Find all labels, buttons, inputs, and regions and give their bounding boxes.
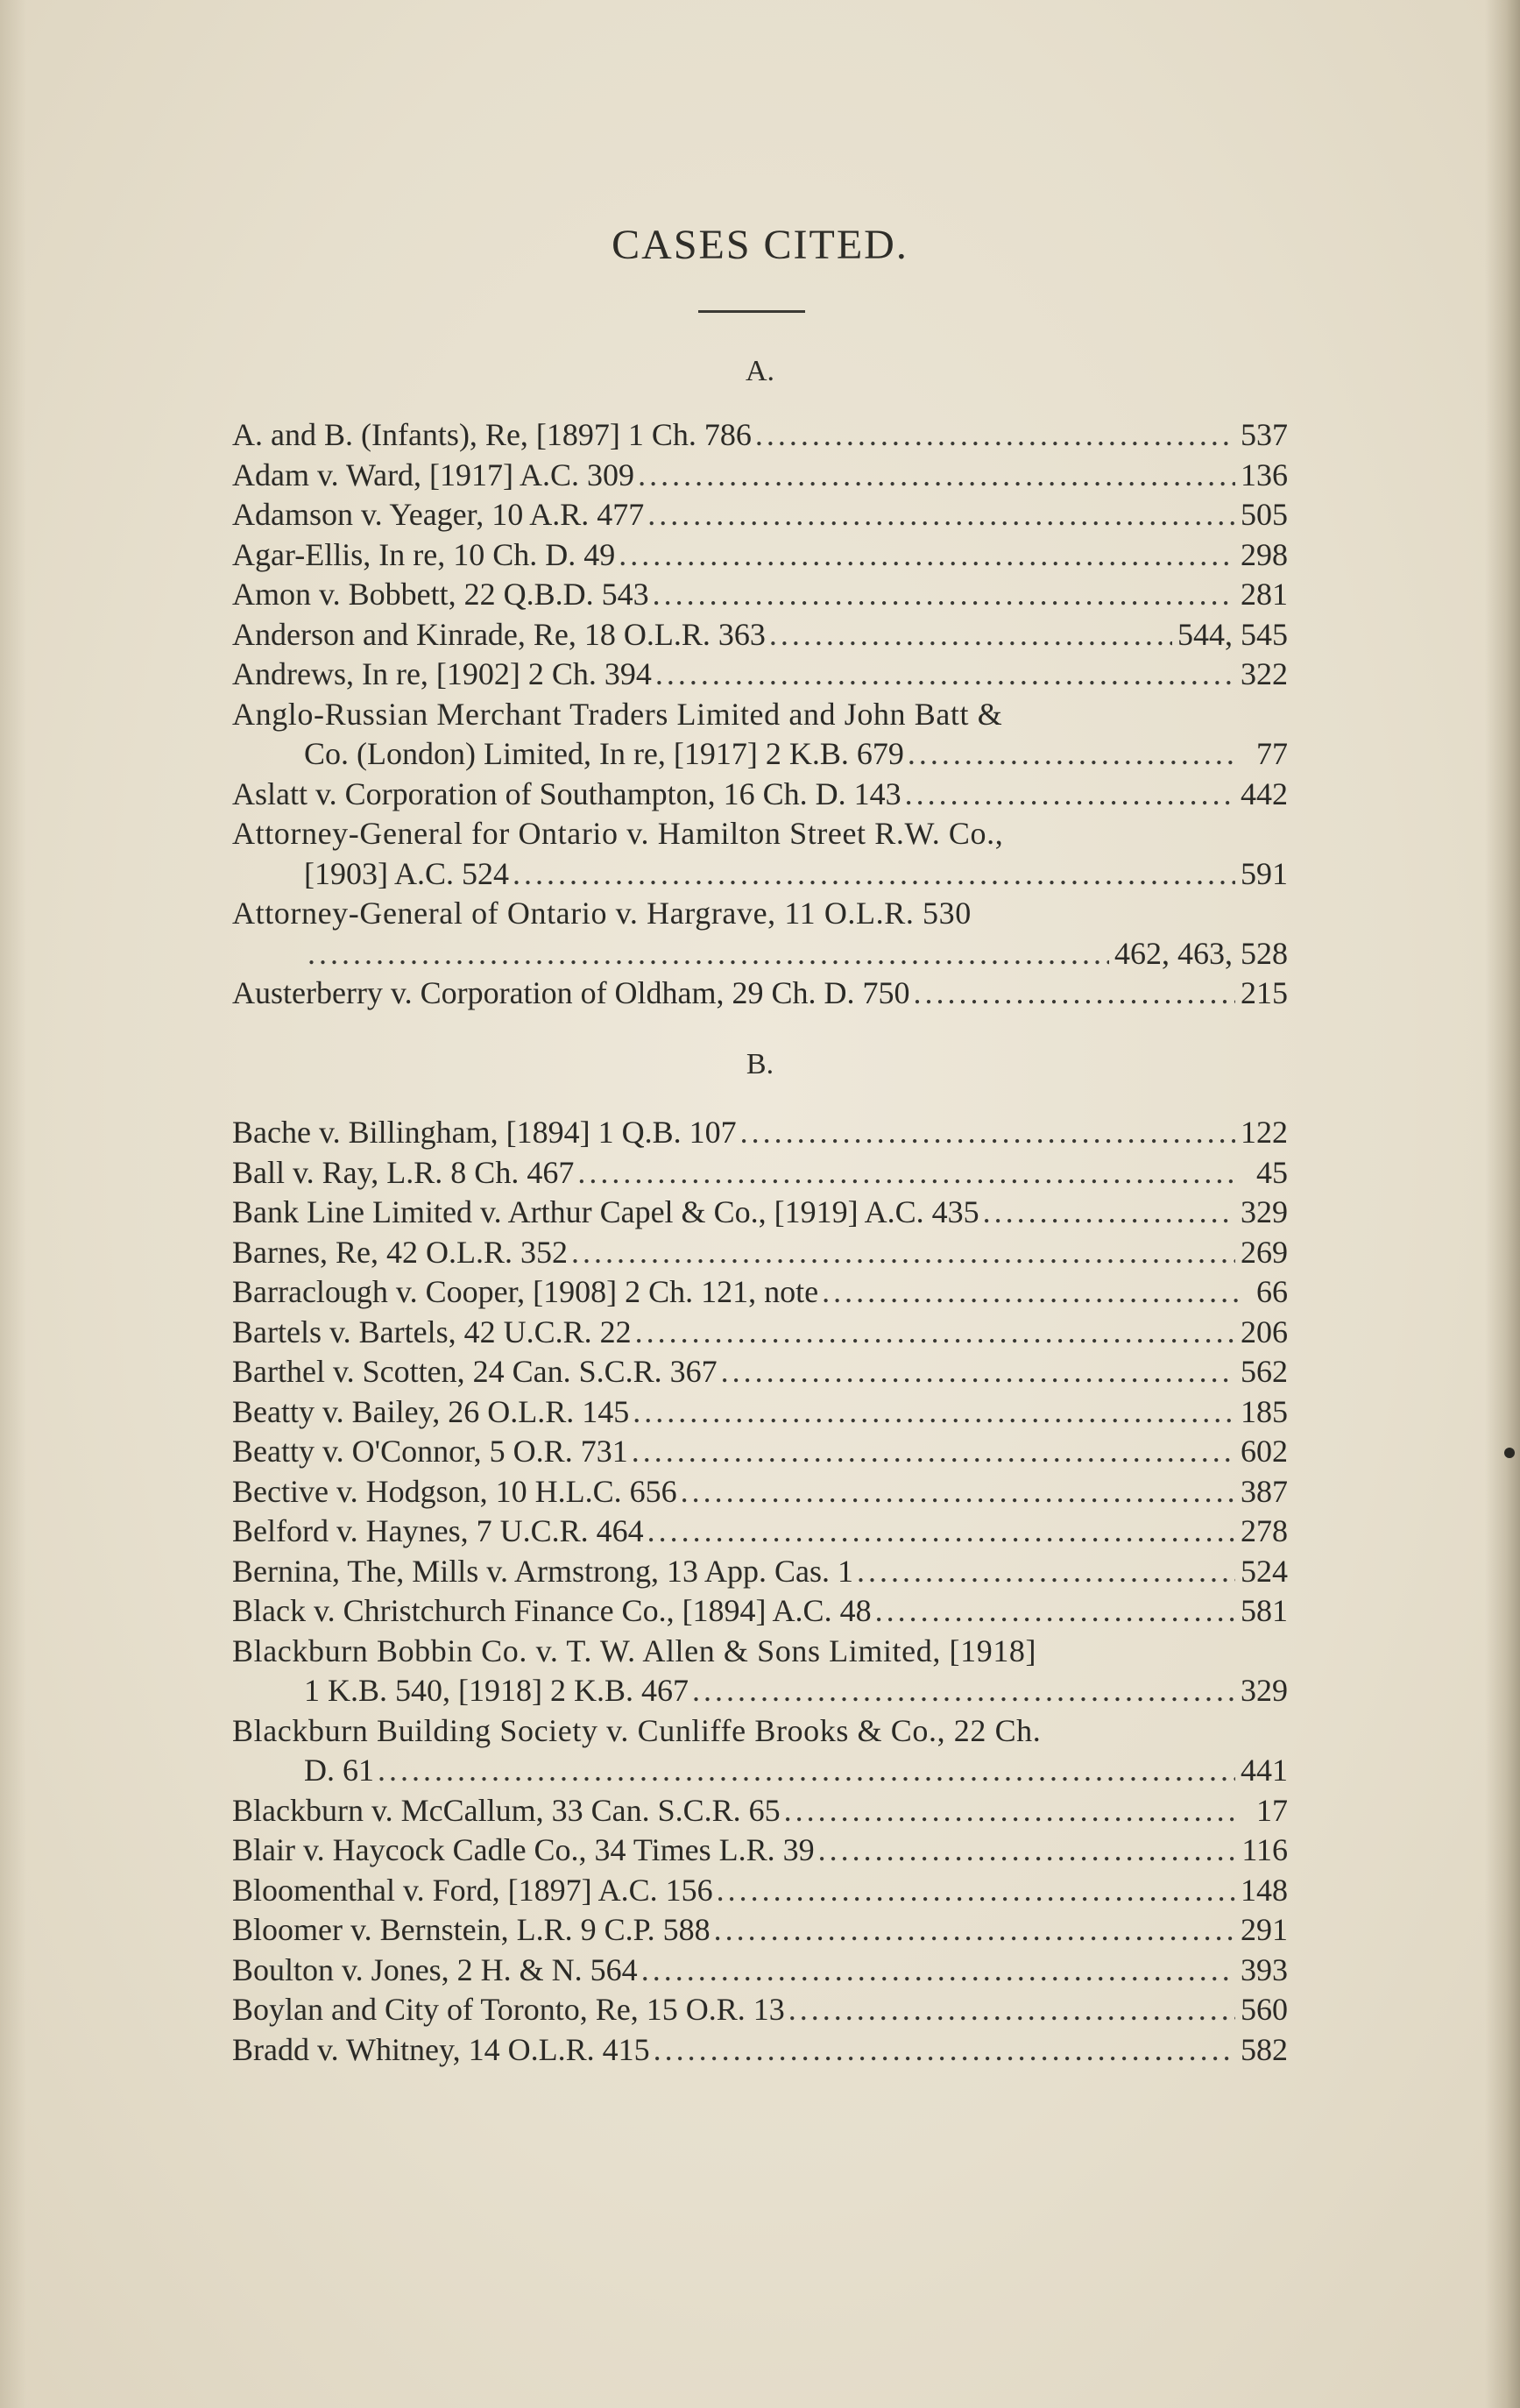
- page-reference: 602: [1241, 1434, 1288, 1469]
- case-citation-text: Barthel v. Scotten, 24 Can. S.C.R. 367: [232, 1354, 718, 1389]
- dot-leader: [721, 1352, 1235, 1392]
- case-entry: [232, 775, 1288, 815]
- dot-leader: [378, 1751, 1235, 1791]
- case-citation-text: Bective v. Hodgson, 10 H.L.C. 656: [232, 1473, 677, 1509]
- dot-leader: [905, 775, 1235, 815]
- case-entry-line: [232, 974, 1288, 1014]
- dot-leader: [633, 1392, 1235, 1433]
- case-citation-text: 1 K.B. 540, [1918] 2 K.B. 467: [304, 1673, 689, 1708]
- case-citation-text: A. and B. (Infants), Re, [1897] 1 Ch. 786: [232, 417, 752, 452]
- section-letter-b: B.: [746, 1048, 774, 1080]
- page-reference: 298: [1241, 536, 1288, 572]
- page-reference: 77: [1256, 736, 1288, 771]
- case-entry-line: [232, 1632, 1288, 1672]
- page-reference: 17: [1256, 1792, 1288, 1828]
- case-entry: [232, 415, 1288, 456]
- dot-leader: [655, 655, 1235, 695]
- page-reference: 278: [1241, 1513, 1288, 1548]
- case-citation-text: Beatty v. Bailey, 26 O.L.R. 145: [232, 1393, 630, 1429]
- case-citation-text: Ball v. Ray, L.R. 8 Ch. 467: [232, 1154, 575, 1190]
- page-reference: 442: [1241, 776, 1288, 811]
- case-entry-line: [232, 495, 1288, 535]
- case-entry-line: [232, 655, 1288, 695]
- case-entry: [232, 1791, 1288, 1831]
- case-citation-text: D. 61: [304, 1753, 374, 1788]
- dot-leader: [875, 1591, 1235, 1632]
- case-entry: [232, 456, 1288, 496]
- case-citation-text: Bank Line Limited v. Arthur Capel & Co., [1919] A.C. 435: [232, 1194, 979, 1229]
- case-entry: [232, 615, 1288, 655]
- case-entry-line: [232, 1233, 1288, 1273]
- case-entry-line: [232, 734, 1288, 775]
- case-citation-text: [1903] A.C. 524: [304, 855, 509, 891]
- case-entry: [232, 1512, 1288, 1552]
- case-entry-line: [232, 1751, 1288, 1791]
- page-reference: 136: [1241, 457, 1288, 492]
- dot-leader: [692, 1671, 1235, 1711]
- dot-leader: [784, 1791, 1239, 1831]
- page-reference: 581: [1241, 1593, 1288, 1628]
- case-entry: [232, 1432, 1288, 1472]
- dot-leader: [619, 535, 1235, 576]
- case-entry-line: [232, 934, 1288, 974]
- case-entry-line: [232, 535, 1288, 576]
- case-entry: [232, 974, 1288, 1014]
- case-entry-line: [232, 854, 1288, 895]
- page-reference: 45: [1256, 1154, 1288, 1190]
- page-reference: 281: [1241, 577, 1288, 612]
- page-reference: 322: [1241, 656, 1288, 691]
- case-entry-line: [232, 1512, 1288, 1552]
- case-citation-text: Bloomer v. Bernstein, L.R. 9 C.P. 588: [232, 1912, 711, 1947]
- case-entry: [232, 1153, 1288, 1193]
- case-citation-text: Blackburn Building Society v. Cunliffe Brooks & Co., 22 Ch.: [232, 1712, 1042, 1748]
- dot-leader: [635, 1313, 1235, 1353]
- case-entry-line: [232, 1552, 1288, 1592]
- case-entry-line: [232, 1313, 1288, 1353]
- dot-leader: [681, 1472, 1235, 1512]
- case-entry: [232, 2030, 1288, 2071]
- section-a-entries: [232, 415, 1288, 1014]
- case-citation-text: Beatty v. O'Connor, 5 O.R. 731: [232, 1434, 628, 1469]
- dot-leader: [822, 1272, 1239, 1313]
- case-citation-text: Co. (London) Limited, In re, [1917] 2 K.B. 679: [304, 736, 904, 771]
- case-entry-line: [232, 1951, 1288, 1991]
- case-entry: [232, 814, 1288, 894]
- dot-leader: [647, 495, 1235, 535]
- page-reference: 329: [1241, 1673, 1288, 1708]
- dot-leader: [717, 1871, 1235, 1911]
- case-entry: [232, 1272, 1288, 1313]
- dot-leader: [857, 1552, 1235, 1592]
- case-entry: [232, 1871, 1288, 1911]
- page-reference: 122: [1241, 1115, 1288, 1150]
- page-reference: 393: [1241, 1951, 1288, 1987]
- case-entry: [232, 1113, 1288, 1153]
- dot-leader: [653, 575, 1235, 615]
- case-citation-text: Blackburn v. McCallum, 33 Can. S.C.R. 65: [232, 1792, 781, 1828]
- case-citation-text: Barnes, Re, 42 O.L.R. 352: [232, 1234, 568, 1270]
- case-entry-line: [232, 1153, 1288, 1193]
- page-reference: 291: [1241, 1912, 1288, 1947]
- dot-leader: [308, 934, 1109, 974]
- page-reference: 524: [1241, 1553, 1288, 1589]
- case-entry: [232, 1552, 1288, 1592]
- case-entry-line: [232, 1711, 1288, 1752]
- dot-leader: [914, 974, 1235, 1014]
- title-rule: [698, 310, 805, 313]
- section-b-entries: [232, 1113, 1288, 2070]
- case-entry-line: [232, 814, 1288, 854]
- case-entry: [232, 575, 1288, 615]
- page-reference: 582: [1241, 2031, 1288, 2067]
- case-citation-text: Boulton v. Jones, 2 H. & N. 564: [232, 1951, 638, 1987]
- case-entry-line: [232, 2030, 1288, 2071]
- case-entry: [232, 535, 1288, 576]
- dot-leader: [908, 734, 1239, 775]
- page-reference: 66: [1256, 1274, 1288, 1309]
- case-entry: [232, 1910, 1288, 1951]
- page-reference: 544, 545: [1177, 616, 1288, 652]
- case-entry: [232, 1233, 1288, 1273]
- dot-leader: [632, 1432, 1235, 1472]
- case-entry-line: [232, 1871, 1288, 1911]
- case-entry-line: [232, 1671, 1288, 1711]
- case-citation-text: Anderson and Kinrade, Re, 18 O.L.R. 363: [232, 616, 766, 652]
- case-citation-text: Bartels v. Bartels, 42 U.C.R. 22: [232, 1314, 632, 1349]
- case-citation-text: Attorney-General for Ontario v. Hamilton Street R.W. Co.,: [232, 816, 1004, 851]
- case-entry-line: [232, 1432, 1288, 1472]
- case-entry: [232, 1990, 1288, 2030]
- case-citation-text: Anglo-Russian Merchant Traders Limited and John Batt &: [232, 696, 1003, 732]
- case-entry-line: [232, 695, 1288, 735]
- dot-leader: [818, 1831, 1237, 1871]
- case-citation-text: Adamson v. Yeager, 10 A.R. 477: [232, 497, 645, 532]
- page-reference: 185: [1241, 1393, 1288, 1429]
- case-citation-text: Andrews, In re, [1902] 2 Ch. 394: [232, 656, 652, 691]
- case-citation-text: Blackburn Bobbin Co. v. T. W. Allen & Sons Limited, [1918]: [232, 1632, 1037, 1668]
- case-entry: [232, 1472, 1288, 1512]
- case-entry-line: [232, 1272, 1288, 1313]
- case-entry: [232, 1951, 1288, 1991]
- case-entry: [232, 1831, 1288, 1871]
- case-citation-text: Barraclough v. Cooper, [1908] 2 Ch. 121, note: [232, 1274, 819, 1309]
- case-entry-line: [232, 1831, 1288, 1871]
- dot-leader: [714, 1910, 1235, 1951]
- dot-leader: [769, 615, 1172, 655]
- page-reference: 591: [1241, 855, 1288, 891]
- dot-leader: [638, 456, 1235, 496]
- page-reference: 148: [1241, 1872, 1288, 1908]
- case-citation-text: Boylan and City of Toronto, Re, 15 O.R. 13: [232, 1992, 785, 2027]
- dot-leader: [654, 2030, 1235, 2071]
- page-reference: 462, 463, 528: [1114, 935, 1288, 971]
- case-entry: [232, 1193, 1288, 1233]
- dot-leader: [577, 1153, 1239, 1193]
- case-citation-text: Aslatt v. Corporation of Southampton, 16 Ch. D. 143: [232, 776, 901, 811]
- page-reference: 269: [1241, 1234, 1288, 1270]
- case-entry-line: [232, 456, 1288, 496]
- page-reference: 441: [1241, 1753, 1288, 1788]
- dot-leader: [740, 1113, 1235, 1153]
- dot-leader: [641, 1951, 1235, 1991]
- case-entry-line: [232, 415, 1288, 456]
- case-entry-line: [232, 1791, 1288, 1831]
- page-reference: 329: [1241, 1194, 1288, 1229]
- case-entry-line: [232, 1910, 1288, 1951]
- ink-spot: [1504, 1448, 1515, 1458]
- case-entry: [232, 1632, 1288, 1711]
- case-citation-text: Blair v. Haycock Cadle Co., 34 Times L.R. 39: [232, 1832, 815, 1867]
- case-entry-line: [232, 1591, 1288, 1632]
- dot-leader: [571, 1233, 1235, 1273]
- case-entry-line: [232, 615, 1288, 655]
- case-citation-text: Bloomenthal v. Ford, [1897] A.C. 156: [232, 1872, 713, 1908]
- dot-leader: [513, 854, 1235, 895]
- page-reference: 562: [1241, 1354, 1288, 1389]
- case-entry: [232, 894, 1288, 974]
- case-citation-text: Adam v. Ward, [1917] A.C. 309: [232, 457, 635, 492]
- section-letter-a: A.: [745, 355, 775, 387]
- page-reference: 505: [1241, 497, 1288, 532]
- case-entry-line: [232, 1392, 1288, 1433]
- case-entry-line: [232, 1352, 1288, 1392]
- case-entry: [232, 655, 1288, 695]
- case-entry-line: [232, 575, 1288, 615]
- page-title: CASES CITED.: [612, 222, 908, 268]
- dot-leader: [788, 1990, 1235, 2030]
- case-entry: [232, 1711, 1288, 1791]
- case-entry-line: [232, 1113, 1288, 1153]
- case-entry: [232, 1591, 1288, 1632]
- case-entry: [232, 495, 1288, 535]
- case-citation-text: Bernina, The, Mills v. Armstrong, 13 App. Cas. 1: [232, 1553, 853, 1589]
- case-entry: [232, 695, 1288, 775]
- case-entry-line: [232, 894, 1288, 934]
- case-entry: [232, 1352, 1288, 1392]
- dot-leader: [983, 1193, 1235, 1233]
- page-reference: 537: [1241, 417, 1288, 452]
- case-citation-text: Bradd v. Whitney, 14 O.L.R. 415: [232, 2031, 650, 2067]
- page-reference: 215: [1241, 975, 1288, 1010]
- page-reference: 206: [1241, 1314, 1288, 1349]
- case-entry-line: [232, 1472, 1288, 1512]
- page-reference: 387: [1241, 1473, 1288, 1509]
- case-citation-text: Agar-Ellis, In re, 10 Ch. D. 49: [232, 536, 616, 572]
- case-citation-text: Amon v. Bobbett, 22 Q.B.D. 543: [232, 577, 649, 612]
- case-entry-line: [232, 1990, 1288, 2030]
- page-reference: 116: [1241, 1832, 1288, 1867]
- case-entry: [232, 1392, 1288, 1433]
- case-citation-text: Bache v. Billingham, [1894] 1 Q.B. 107: [232, 1115, 737, 1150]
- case-citation-text: Austerberry v. Corporation of Oldham, 29 Ch. D. 750: [232, 975, 910, 1010]
- case-entry-line: [232, 1193, 1288, 1233]
- case-entry: [232, 1313, 1288, 1353]
- dot-leader: [755, 415, 1235, 456]
- case-citation-text: Attorney-General of Ontario v. Hargrave, 11 O.L.R. 530: [232, 896, 972, 931]
- case-citation-text: Black v. Christchurch Finance Co., [1894] A.C. 48: [232, 1593, 872, 1628]
- dot-leader: [647, 1512, 1235, 1552]
- case-citation-text: Belford v. Haynes, 7 U.C.R. 464: [232, 1513, 644, 1548]
- page-reference: 560: [1241, 1992, 1288, 2027]
- case-entry-line: [232, 775, 1288, 815]
